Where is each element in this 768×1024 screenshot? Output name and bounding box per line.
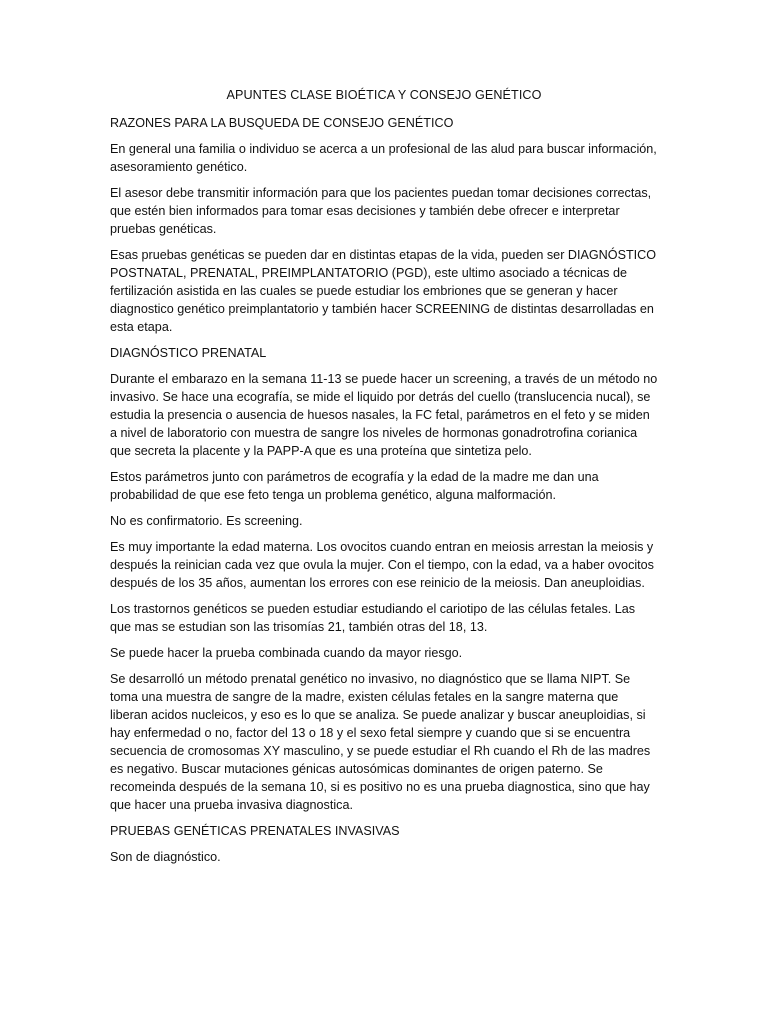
paragraph: Esas pruebas genéticas se pueden dar en distintas etapas de la vida, pueden ser DIAGNÓSTICO POSTNATAL, PRENATAL, PREIMPLANTATORIO (PGD), este ultimo asociado a técnicas de fertilización asistida en las cuales se puede estudiar los embriones que se generan y hacer diagnostico genético preimplantatorio y también hacer SCREENING de distintas desarrolladas en esta etapa.: [110, 248, 657, 334]
document-title: APUNTES CLASE BIOÉTICA Y CONSEJO GENÉTICO: [226, 88, 542, 102]
paragraph: El asesor debe transmitir información para que los pacientes puedan tomar decisiones correctas, que estén bien informados para tomar esas decisiones y también debe ofrecer e interpretar pruebas genéticas.: [110, 186, 652, 236]
section-heading: RAZONES PARA LA BUSQUEDA DE CONSEJO GENÉTICO: [110, 116, 454, 130]
paragraph: Estos parámetros junto con parámetros de ecografía y la edad de la madre me dan una probabilidad de que ese feto tenga un problema genético, alguna malformación.: [110, 470, 599, 502]
section-pruebas-invasivas: [110, 822, 658, 866]
section-razones: [110, 114, 658, 336]
paragraph: En general una familia o individuo se acerca a un profesional de las alud para buscar información, asesoramiento genético.: [110, 142, 657, 174]
paragraph: No es confirmatorio. Es screening.: [110, 514, 303, 528]
paragraph: Son de diagnóstico.: [110, 850, 221, 864]
paragraph: Durante el embarazo en la semana 11-13 se puede hacer un screening, a través de un método no invasivo. Se hace una ecografía, se mide el liquido por detrás del cuello (translucencia nucal), se estudia la presencia o ausencia de huesos nasales, la FC fetal, parámetros en el feto y se miden a nivel de laboratorio con muestra de sangre los niveles de hormonas gonadrotrofina corianica que secreta la placente y la PAPP-A que es una proteína que sintetiza pelo.: [110, 372, 658, 458]
section-heading: PRUEBAS GENÉTICAS PRENATALES INVASIVAS: [110, 824, 400, 838]
paragraph: Es muy importante la edad materna. Los ovocitos cuando entran en meiosis arrestan la meiosis y después la reinician cada vez que ovula la mujer. Con el tiempo, con la edad, va a haber ovocitos después de los 35 años, aumentan los errores con ese reinicio de la meiosis. Dan aneuploidias.: [110, 540, 654, 590]
section-heading: DIAGNÓSTICO PRENATAL: [110, 346, 267, 360]
section-diagnostico-prenatal: [110, 344, 658, 814]
paragraph: Los trastornos genéticos se pueden estudiar estudiando el cariotipo de las células fetales. Las que mas se estudian son las trisomías 21, también otras del 18, 13.: [110, 602, 636, 634]
paragraph: Se desarrolló un método prenatal genético no invasivo, no diagnóstico que se llama NIPT. Se toma una muestra de sangre de la madre, existen células fetales en la sangre materna que liberan acidos nucleicos, y eso es lo que se analiza. Se puede analizar y buscar aneuploidias, si hay enfermedad o no, factor del 13 o 18 y el sexo fetal siempre y cuando que si se encuentra secuencia de cromosomas XY masculino, y se puede estudiar el Rh cuando el Rh de las madres es negativo. Buscar mutaciones génicas autosómicas dominantes de origen paterno. Se recomeinda después de la semana 10, si es positivo no es una prueba diagnostica, sino que hay que hacer una prueba invasiva diagnostica.: [110, 672, 651, 812]
paragraph: Se puede hacer la prueba combinada cuando da mayor riesgo.: [110, 646, 463, 660]
